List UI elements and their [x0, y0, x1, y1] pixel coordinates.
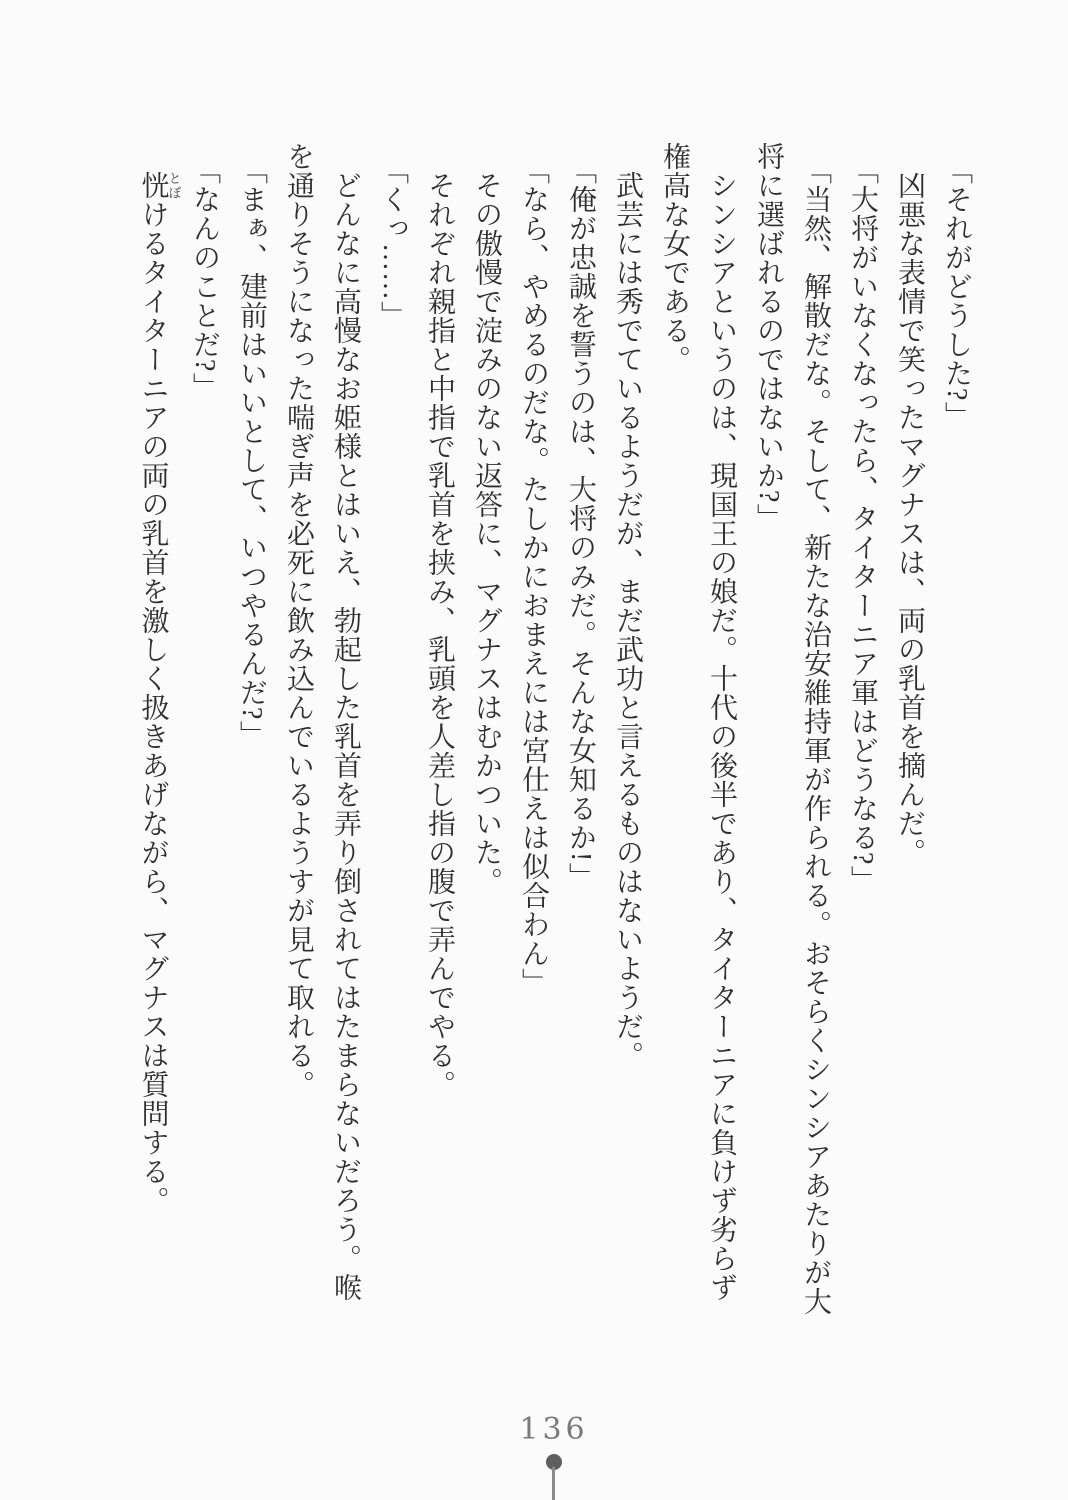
text-line — [130, 142, 182, 1352]
text-line: 「まぁ、建前はいいとして、いつやるんだ?」 — [236, 156, 267, 750]
text-line: 「大将がいなくなったら、タイターニア軍はどうなる?」 — [847, 156, 878, 895]
text-line: 権高な女である。 — [659, 142, 690, 374]
text-line: を通りそうになった喘ぎ声を必死に飲み込んでいるようすが見て取れる。 — [283, 142, 314, 1099]
text-line: その傲慢で淀みのない返答に、マグナスはむかついた。 — [471, 171, 502, 896]
text-line: 「くっ……」 — [377, 156, 408, 330]
text-line: 凶悪な表情で笑ったマグナスは、両の乳首を摘んだ。 — [894, 171, 925, 867]
text-line: それぞれ親指と中指で乳首を挟み、乳頭を人差し指の腹で弄んでやる。 — [424, 171, 455, 1099]
page-number: 136 — [519, 1412, 589, 1447]
text-line: 将に選ばれるのではないか?」 — [753, 142, 784, 533]
text-line: 「俺が忠誠を誓うのは、大将のみだ。そんな女知るか!」 — [565, 156, 596, 892]
text-line: どんなに高慢なお姫様とはいえ、勃起した乳首を弄り倒されてはたまらないだろう。喉 — [330, 171, 361, 1302]
text-line: シンシアというのは、現国王の娘だ。十代の後半であり、タイターニアに負けず劣らず — [706, 171, 737, 1302]
text-line: 「それがどうした?」 — [941, 156, 972, 431]
ruby-reading: とぼ — [166, 171, 182, 200]
text-line: 「当然、解散だな。そして、新たな治安維持軍が作られる。おそらくシンシアあたりが大 — [800, 156, 831, 1316]
text-line-rest: けるタイターニアの両の乳首を激しく扱きあげながら、マグナスは質問する。 — [137, 200, 169, 1215]
text-line: 「なんのことだ?」 — [189, 156, 220, 402]
text-line: 武芸には秀でているようだが、まだ武功と言えるものはないようだ。 — [612, 171, 643, 1070]
vertical-text-block — [130, 142, 981, 1352]
text-line: 「なら、やめるのだな。たしかにおまえには宮仕えは似合わん」 — [518, 156, 549, 997]
furigana-ruby — [137, 171, 182, 200]
page-marker-line — [552, 1467, 555, 1500]
ruby-base: 恍 — [137, 171, 169, 200]
